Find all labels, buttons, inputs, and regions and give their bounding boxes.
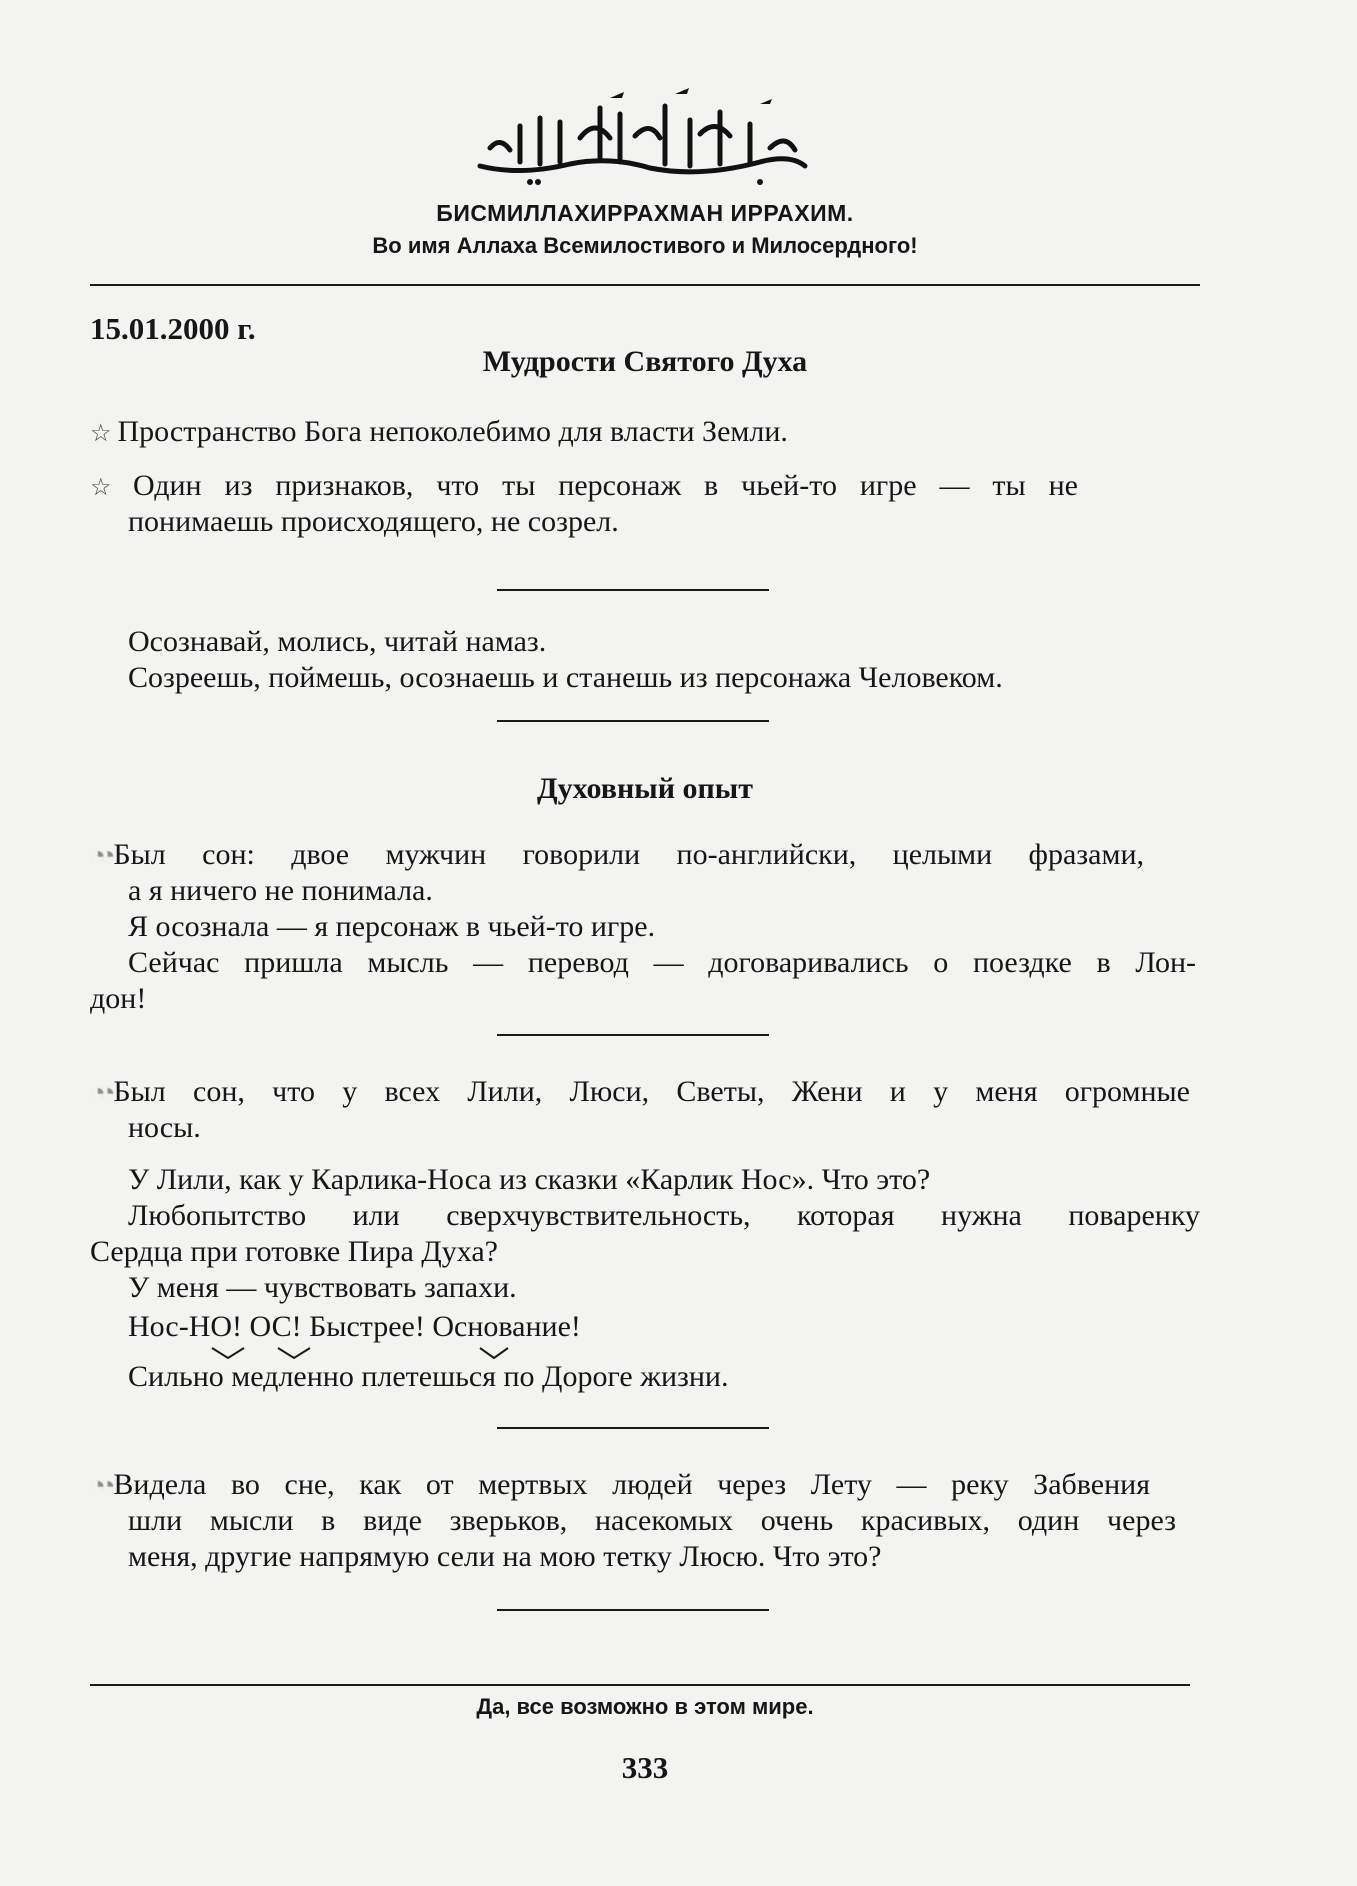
wisdom-item: ☆ Один из признаков, что ты персонаж в чьей-то игре — ты не [90, 469, 1078, 502]
dream-entry-line: У Лили, как у Карлика-Носа из сказки «Карлик Нос». Что это? [128, 1163, 931, 1196]
section-divider [497, 1034, 769, 1036]
section-title-wisdom: Мудрости Святого Духа [482, 345, 808, 378]
section-divider [497, 1427, 769, 1429]
star-icon: ☆ [90, 475, 127, 501]
page-footer: Да, все возможно в этом мире. [476, 1694, 814, 1719]
header-divider [90, 284, 1200, 286]
dream-entry-line: носы. [128, 1111, 201, 1144]
closing-line: Созреешь, поймешь, осознаешь и станешь из персонажа Человеком. [128, 661, 1003, 694]
dream-entry-line: шли мысли в виде зверьков, насекомых очень красивых, один через [128, 1504, 1176, 1537]
dream-entry-line: меня, другие напрямую сели на мою тетку Люсю. Что это? [128, 1540, 882, 1573]
bismillah-translation: Во имя Аллаха Всемилостивого и Милосердного! [372, 233, 918, 258]
wisdom-item-continuation: понимаешь происходящего, не созрел. [128, 505, 619, 538]
dream-entry-line: Сильно медленно плетешься по Дороге жизни. [128, 1360, 729, 1393]
eyes-icon: ◔◔ [90, 1471, 110, 1500]
wordplay-line: Нос-НО! ОС! Быстрее! Основание! [128, 1310, 581, 1343]
closing-line: Осознавай, молись, читай намаз. [128, 625, 547, 658]
section-divider [497, 720, 769, 722]
dream-entry-line: ◔◔ Видела во сне, как от мертвых людей через Лету — реку Забвения [90, 1468, 1150, 1501]
section-divider [497, 1609, 769, 1611]
star-icon: ☆ [90, 421, 112, 447]
eyes-icon: ◔◔ [90, 1078, 110, 1107]
section-divider [497, 589, 769, 591]
page-number: 333 [621, 1750, 669, 1785]
dream-entry-line: Сейчас пришла мысль — перевод — договаривались о поездке в Лон- [128, 946, 1196, 979]
dream-entry-line: ◔◔ Был сон, что у всех Лили, Люси, Светы, Жени и у меня огромные [90, 1075, 1190, 1108]
dream-entry-line: дон! [90, 982, 147, 1015]
bismillah-title: БИСМИЛЛАХИРРАХМАН ИРРАХИМ. [436, 200, 854, 226]
bismillah-calligraphy [460, 78, 820, 188]
dream-entry-line: Сердца при готовке Пира Духа? [90, 1235, 498, 1268]
wisdom-item: ☆ Пространство Бога непоколебимо для власти Земли. [90, 415, 788, 448]
eyes-icon: ◔◔ [90, 841, 110, 870]
dream-entry-line: а я ничего не понимала. [128, 874, 433, 907]
footer-divider [90, 1684, 1190, 1686]
entry-date: 15.01.2000 г. [90, 311, 256, 346]
dream-entry-line: Любопытство или сверхчувствительность, которая нужна поваренку [128, 1199, 1200, 1232]
dream-entry-line: ◔◔ Был сон: двое мужчин говорили по-английски, целыми фразами, [90, 838, 1144, 871]
dream-entry-line: У меня — чувствовать запахи. [128, 1271, 517, 1304]
dream-entry-line: Я осознала — я персонаж в чьей-то игре. [128, 910, 656, 943]
section-title-experience: Духовный опыт [537, 772, 753, 805]
